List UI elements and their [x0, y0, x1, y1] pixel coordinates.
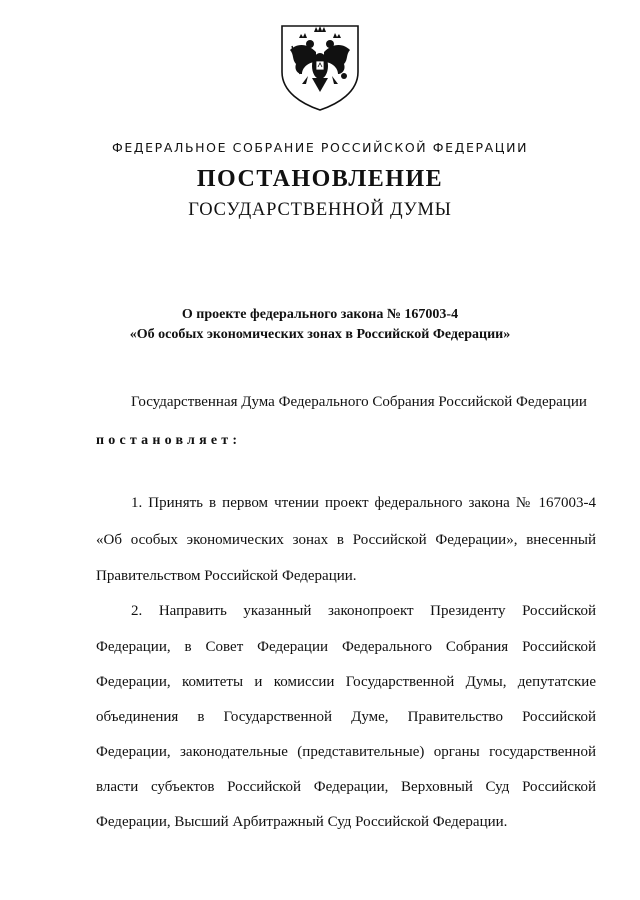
issuer-title: ГОСУДАРСТВЕННОЙ ДУМЫ — [188, 200, 452, 220]
clause-1-line-3: Правительством Российской Федерации. — [96, 568, 357, 584]
clause-2-line-6: власти субъектов Российской Федерации, Верховный Суд Российской — [96, 779, 596, 795]
subject-line-2: «Об особых экономических зонах в Российской Федерации» — [129, 327, 511, 342]
coat-of-arms-emblem — [272, 20, 368, 112]
subject-line-1: О проекте федерального закона № 167003-4 — [181, 307, 459, 322]
clause-2-line-2: Федерации, в Совет Федерации Федерального Собрания Российской — [96, 639, 596, 655]
clause-2-line-5: Федерации, законодательные (представительные) органы государственной — [96, 744, 596, 760]
clause-2-line-3: Федерации, комитеты и комиссии Государственной Думы, депутатские — [96, 674, 596, 690]
clause-2-line-4: объединения в Государственной Думе, Правительство Российской — [96, 709, 596, 725]
clause-1-line-2: «Об особых экономических зонах в Российской Федерации», внесенный — [96, 532, 596, 548]
document-type-title: ПОСТАНОВЛЕНИЕ — [196, 166, 444, 192]
clause-2-line-1: 2. Направить указанный законопроект Президенту Российской — [131, 603, 596, 619]
preamble-text: Государственная Дума Федерального Собрания Российской Федерации — [131, 394, 587, 410]
clause-1-line-1: 1. Принять в первом чтении проект федерального закона № 167003-4 — [131, 495, 596, 511]
organization-header: ФЕДЕРАЛЬНОЕ СОБРАНИЕ РОССИЙСКОЙ ФЕДЕРАЦИИ — [111, 140, 529, 155]
resolves-word: постановляет: — [96, 433, 242, 448]
clause-2-line-7: Федерации, Высший Арбитражный Суд Российской Федерации. — [96, 814, 508, 830]
